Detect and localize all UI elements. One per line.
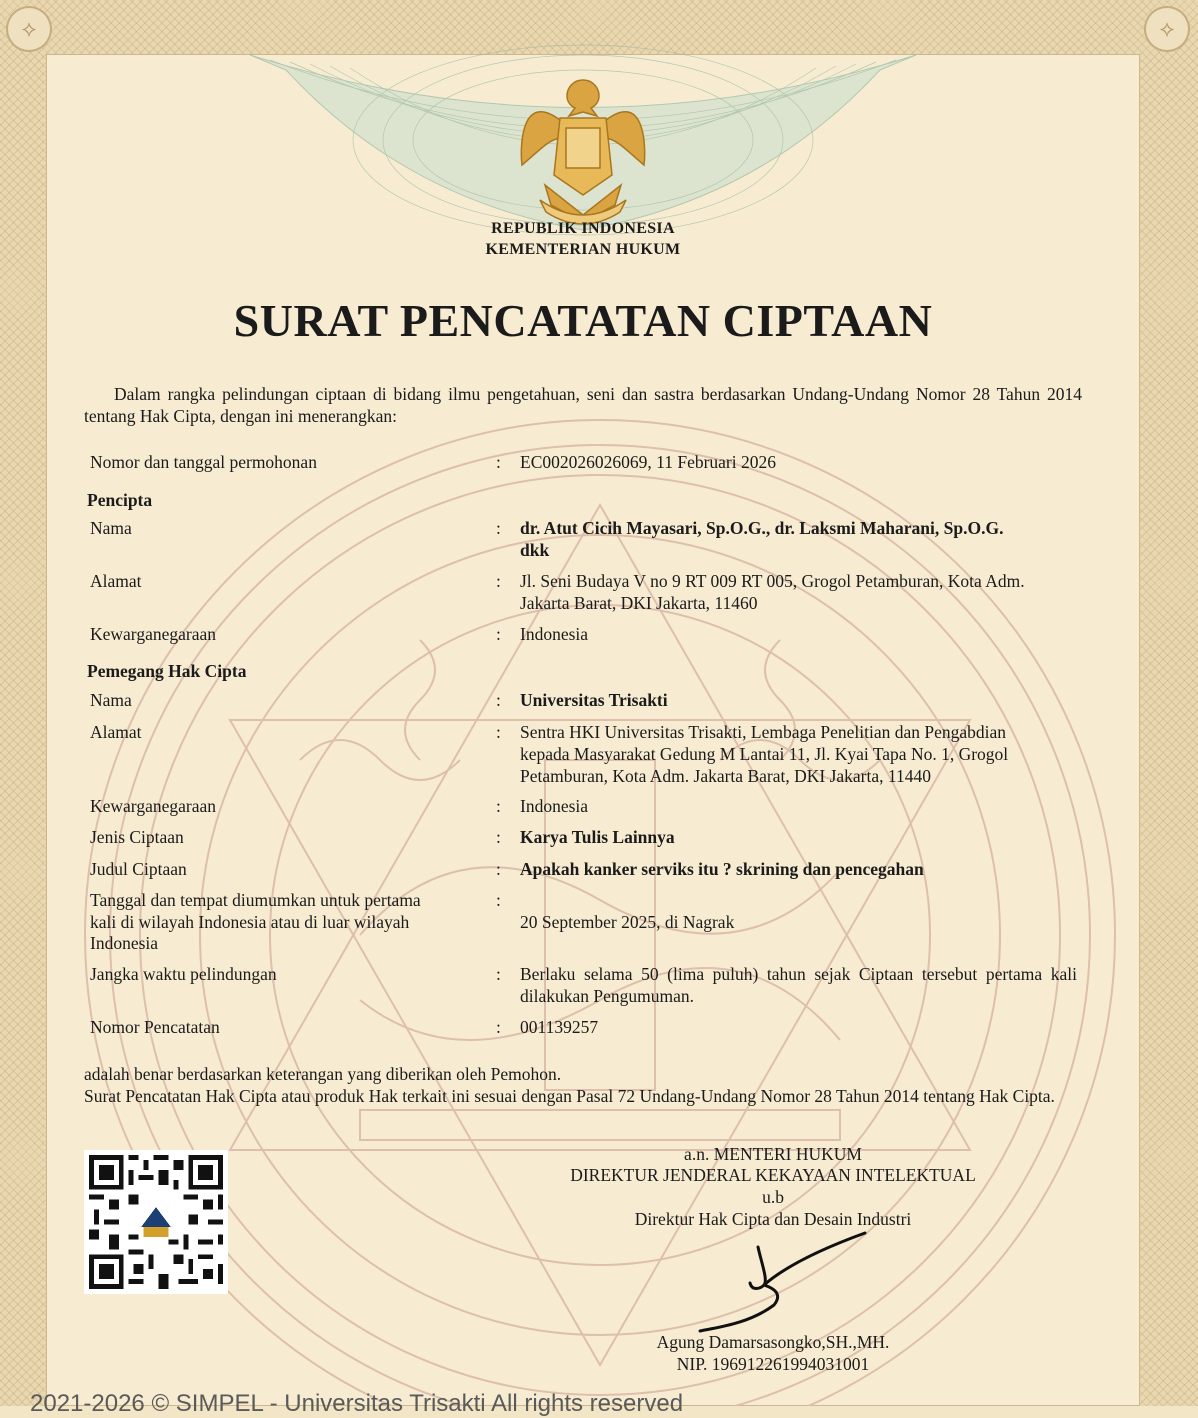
ornament-corner-icon: ⟡ bbox=[6, 6, 52, 52]
label-tanggal-3: Indonesia bbox=[90, 933, 159, 953]
value-pencipta-kewarganegaraan: Indonesia bbox=[520, 624, 589, 644]
signature-dirjen: DIREKTUR JENDERAL KEKAYAAN INTELEKTUAL bbox=[570, 1165, 976, 1185]
heading-pencipta: Pencipta bbox=[87, 490, 153, 510]
value-pencipta-alamat-2: Jakarta Barat, DKI Jakarta, 11460 bbox=[520, 593, 758, 613]
colon: : bbox=[496, 624, 501, 644]
value-jangka-waktu: Berlaku selama 50 (lima puluh) tahun sejak Ciptaan tersebut pertama kali dilakukan Pengumuman. bbox=[520, 964, 1077, 1006]
label-pemegang-kewarganegaraan: Kewarganegaraan bbox=[90, 796, 216, 816]
colon: : bbox=[496, 571, 501, 591]
value-nomor-pencatatan: 001139257 bbox=[520, 1017, 599, 1037]
label-nomor-permohonan: Nomor dan tanggal permohonan bbox=[90, 452, 317, 472]
colon: : bbox=[496, 827, 501, 847]
colon: : bbox=[496, 964, 501, 984]
label-judul-ciptaan: Judul Ciptaan bbox=[90, 859, 187, 879]
colon: : bbox=[496, 796, 501, 816]
label-pencipta-nama: Nama bbox=[90, 518, 132, 538]
value-jenis-ciptaan: Karya Tulis Lainnya bbox=[520, 827, 675, 847]
value-judul-ciptaan: Apakah kanker serviks itu ? skrining dan pencegahan bbox=[520, 859, 924, 879]
signature-nip: NIP. 196912261994031001 bbox=[676, 1354, 870, 1374]
header-kementerian: KEMENTERIAN HUKUM bbox=[485, 241, 681, 258]
signature-scribble bbox=[690, 1225, 890, 1335]
colon: : bbox=[496, 890, 501, 910]
document-title: SURAT PENCATATAN CIPTAAN bbox=[233, 295, 933, 346]
header-republik: REPUBLIK INDONESIA bbox=[491, 220, 675, 237]
ornament-corner-icon: ⟡ bbox=[1144, 6, 1190, 52]
colon: : bbox=[496, 690, 501, 710]
value-pemegang-alamat-3: Petamburan, Kota Adm. Jakarta Barat, DKI Jakarta, 11440 bbox=[520, 766, 931, 786]
closing-line-2: Surat Pencatatan Hak Cipta atau produk Hak terkait ini sesuai dengan Pasal 72 Undang-Undang Nomor 28 Tahun 2014 tentang Hak Cipta. bbox=[84, 1086, 1055, 1106]
value-tanggal: 20 September 2025, di Nagrak bbox=[520, 912, 735, 932]
value-pencipta-alamat-1: Jl. Seni Budaya V no 9 RT 009 RT 005, Grogol Petamburan, Kota Adm. bbox=[520, 571, 1025, 591]
label-tanggal-1: Tanggal dan tempat diumumkan untuk pertama bbox=[90, 890, 421, 910]
label-nomor-pencatatan: Nomor Pencatatan bbox=[90, 1017, 220, 1037]
page-footer: 2021-2026 © SIMPEL - Universitas Trisakti All rights reserved bbox=[30, 1390, 684, 1417]
value-pemegang-kewarganegaraan: Indonesia bbox=[520, 796, 589, 816]
label-jangka-waktu: Jangka waktu pelindungan bbox=[90, 964, 277, 984]
value-pencipta-nama-1: dr. Atut Cicih Mayasari, Sp.O.G., dr. Laksmi Maharani, Sp.O.G. bbox=[520, 518, 1004, 538]
value-pemegang-nama: Universitas Trisakti bbox=[520, 690, 668, 710]
signature-direktur: Direktur Hak Cipta dan Desain Industri bbox=[634, 1209, 912, 1229]
intro-paragraph: Dalam rangka pelindungan ciptaan di bidang ilmu pengetahuan, seni dan sastra berdasarkan Undang-Undang Nomor 28 Tahun 2014 tentang Hak Cipta, dengan ini menerangkan: bbox=[84, 384, 1082, 426]
signature-ub: u.b bbox=[762, 1187, 784, 1207]
label-pemegang-alamat: Alamat bbox=[90, 722, 142, 742]
signature-name: Agung Damarsasongko,SH.,MH. bbox=[656, 1332, 890, 1352]
value-nomor-permohonan: EC002026026069, 11 Februari 2026 bbox=[520, 452, 776, 472]
label-pencipta-kewarganegaraan: Kewarganegaraan bbox=[90, 624, 216, 644]
colon: : bbox=[496, 452, 501, 472]
value-pemegang-alamat-2: kepada Masyarakat Gedung M Lantai 11, Jl. Kyai Tapa No. 1, Grogol bbox=[520, 744, 1009, 764]
colon: : bbox=[496, 859, 501, 879]
label-jenis-ciptaan: Jenis Ciptaan bbox=[90, 827, 184, 847]
label-pemegang-nama: Nama bbox=[90, 690, 132, 710]
label-pencipta-alamat: Alamat bbox=[90, 571, 142, 591]
colon: : bbox=[496, 518, 501, 538]
signature-an: a.n. MENTERI HUKUM bbox=[684, 1144, 862, 1164]
value-pemegang-alamat-1: Sentra HKI Universitas Trisakti, Lembaga Penelitian dan Pengabdian bbox=[520, 722, 1007, 742]
closing-line-1: adalah benar berdasarkan keterangan yang diberikan oleh Pemohon. bbox=[84, 1064, 562, 1084]
value-pencipta-nama-2: dkk bbox=[520, 540, 550, 560]
label-tanggal-2: kali di wilayah Indonesia atau di luar wilayah bbox=[90, 912, 410, 932]
heading-pemegang: Pemegang Hak Cipta bbox=[87, 661, 247, 681]
colon: : bbox=[496, 722, 501, 742]
colon: : bbox=[496, 1017, 501, 1037]
